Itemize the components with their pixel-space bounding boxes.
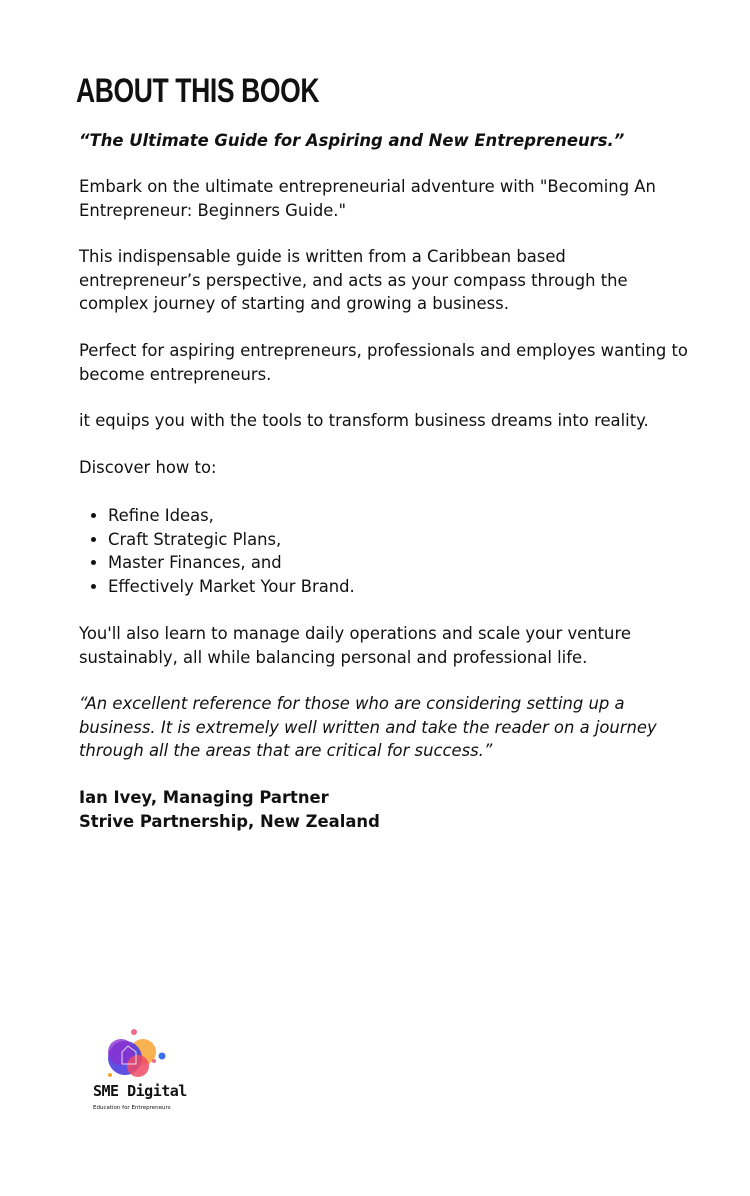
logo-name: SME Digital [93,1082,187,1100]
page-title: ABOUT THIS BOOK [76,72,320,110]
list-item: • Craft Strategic Plans, [108,528,355,552]
tagline: “The Ultimate Guide for Aspiring and New Entrepreneurs.” [79,131,625,150]
paragraph-audience: Perfect for aspiring entrepreneurs, professionals and employes wanting to become entrepreneurs. [79,341,688,384]
attribution-name: Ian Ivey, Managing Partner [79,788,329,807]
paragraph-perspective: This indispensable guide is written from a Caribbean based entrepreneur’s perspective, and acts as your compass through the complex journey of starting and growing a business. [79,247,628,314]
paragraph-intro: Embark on the ultimate entrepreneurial adventure with "Becoming An Entrepreneur: Beginners Guide." [79,177,656,220]
paragraph-closing: You'll also learn to manage daily operations and scale your venture sustainably, all while balancing personal and professional life. [79,624,631,667]
logo-tagline: Education for Entrepreneurs [93,1105,171,1111]
list-item: • Master Finances, and [108,551,355,575]
logo-mark-icon [88,1028,188,1084]
list-item: • Refine Ideas, [108,504,355,528]
paragraph-discover: Discover how to: [79,458,217,477]
testimonial: “An excellent reference for those who are considering setting up a business. It is extremely well written and take the reader on a journey through all the areas that are critical for success.” [79,694,657,761]
list-item: • Effectively Market Your Brand. [108,575,355,599]
paragraph-equips: it equips you with the tools to transform business dreams into reality. [79,411,649,430]
attribution-org: Strive Partnership, New Zealand [79,812,380,831]
skills-list [79,504,355,598]
